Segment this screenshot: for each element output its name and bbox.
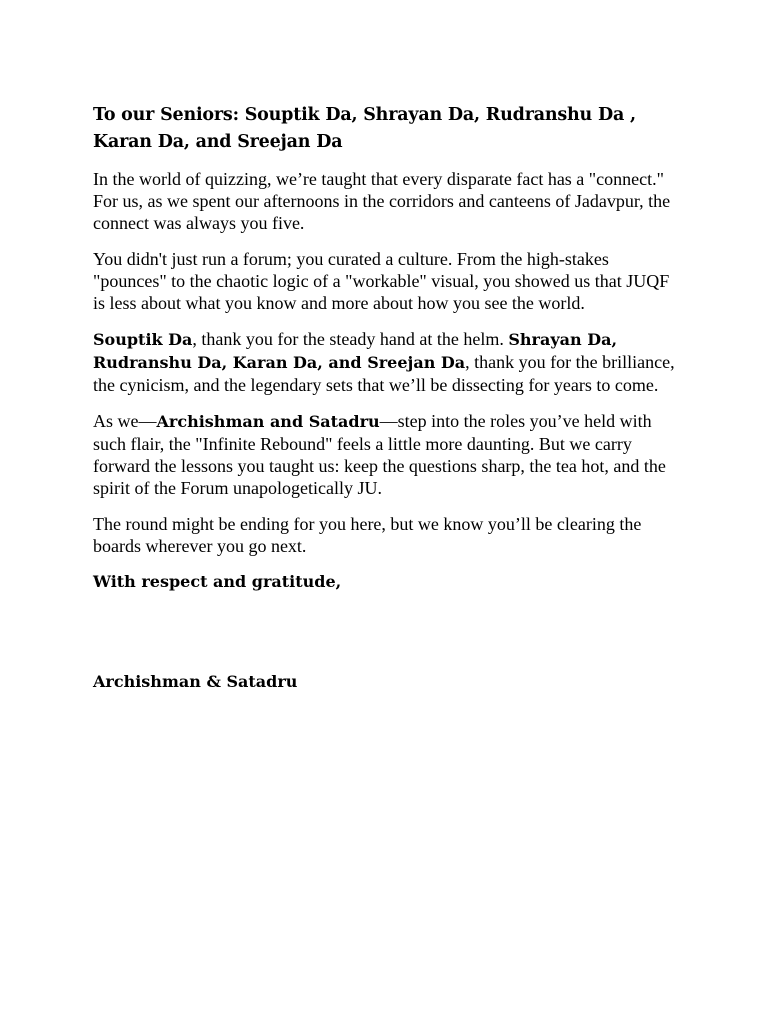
thanks-text-1: , thank you for the steady hand at the helm. — [192, 329, 509, 349]
letter-title: To our Seniors: Souptik Da, Shrayan Da, Rudranshu Da , Karan Da, and Sreejan Da — [93, 105, 636, 152]
letter-page — [93, 102, 683, 693]
paragraph-farewell: The round might be ending for you here, but we know you’ll be clearing the boards wherever you go next. — [93, 514, 642, 556]
names-successors: Archishman and Satadru — [156, 412, 380, 431]
paragraph-connect: In the world of quizzing, we’re taught that every disparate fact has a "connect." For us, as we spent our afternoons in the corridors and canteens of Jadavpur, the connect was always you five. — [93, 169, 671, 233]
names-seniors: Shrayan Da, Rudranshu Da, Karan Da, and Sreejan Da — [93, 330, 618, 372]
paragraph-succession — [93, 410, 683, 499]
succession-text-2: —step into the roles you’ve held with such flair, the "Infinite Rebound" feels a little more daunting. But we carry forward the lessons you taught us: keep the questions sharp, the tea hot, and the spirit of the Forum unapologetically JU. — [93, 411, 666, 498]
closing-line: With respect and gratitude, — [93, 572, 342, 591]
signature: Archishman & Satadru — [93, 672, 298, 691]
succession-text-1: As we— — [93, 411, 157, 431]
paragraph-thanks — [93, 328, 683, 396]
paragraph-culture: You didn't just run a forum; you curated a culture. From the high-stakes "pounces" to the chaotic logic of a "workable" visual, you showed us that JUQF is less about what you know and more about how you see the world. — [93, 249, 670, 313]
name-souptik: Souptik Da — [93, 330, 193, 349]
thanks-text-2: , thank you for the brilliance, the cynicism, and the legendary sets that we’ll be dissecting for years to come. — [93, 352, 675, 395]
